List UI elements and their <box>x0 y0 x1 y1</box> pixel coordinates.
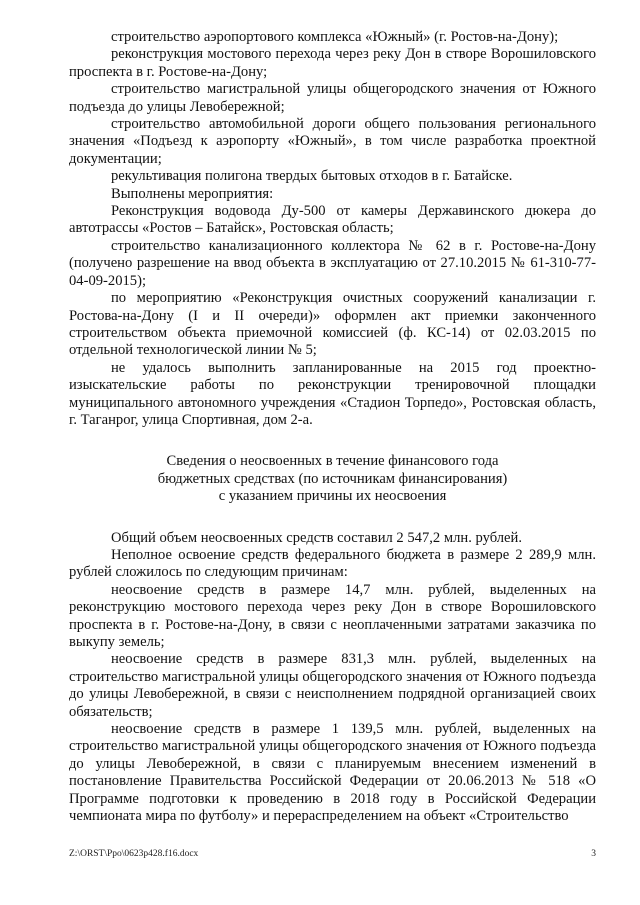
document-body <box>69 29 596 825</box>
paragraph: строительство канализационного коллектора № 62 в г. Ростове-на-Дону (получено разрешение на ввод объекта в эксплуатацию от 27.10.2015 № 61-310-77-04-09-2015); <box>69 237 596 289</box>
section-title-line: Сведения о неосвоенных в течение финансового года <box>166 453 499 470</box>
paragraph: Неполное освоение средств федерального бюджета в размере 2 289,9 млн. рублей сложилось по следующим причинам: <box>69 546 596 581</box>
page-number: 3 <box>591 849 596 859</box>
paragraph: рекультивация полигона твердых бытовых отходов в г. Батайске. <box>111 168 513 185</box>
paragraph: Выполнены мероприятия: <box>111 185 274 202</box>
paragraph: строительство аэропортового комплекса «Южный» (г. Ростов-на-Дону); <box>111 29 559 45</box>
paragraph: Общий объем неосвоенных средств составил 2 547,2 млн. рублей. <box>111 529 522 546</box>
paragraph: строительство автомобильной дороги общего пользования регионального значения «Подъезд к аэропорту «Южный», в том числе разработка проектной документации; <box>69 116 596 167</box>
paragraph: не удалось выполнить запланированные на 2015 год проектно-изыскательские работы по реконструкции тренировочной площадки муниципального автономного учреждения «Стадион Торпедо», Ростовская область, г. Таганрог, улица Спортивная, дом 2-а. <box>69 359 596 428</box>
section-title-line: с указанием причины их неосвоения <box>218 488 447 505</box>
footer-file-path: Z:\ORST\Ppo\0623p428.f16.docx <box>69 849 199 859</box>
paragraph: Реконструкция водовода Ду-500 от камеры Державинского дюкера до автотрассы «Ростов – Батайск», Ростовская область; <box>69 203 596 237</box>
paragraph: реконструкция мостового перехода через реку Дон в створе Ворошиловского проспекта в г. Ростове-на-Дону; <box>69 46 596 80</box>
paragraph: неосвоение средств в размере 1 139,5 млн. рублей, выделенных на строительство магистральной улицы общегородского значения от Южного подъезда до улицы Левобережной, в связи с планируемым внесением изменений в постановление Правительства Российской Федерации от 20.06.2013 № 518 «О Программе подготовки к проведению в 2018 году в Российской Федерации чемпионата мира по футболу» и перераспределением на объект «Строительство <box>69 721 596 825</box>
section-title <box>69 453 596 505</box>
paragraph: строительство магистральной улицы общегородского значения от Южного подъезда до улицы Левобережной; <box>69 81 596 115</box>
section-title-line: бюджетных средствах (по источникам финансирования) <box>157 470 508 487</box>
paragraph: неосвоение средств в размере 14,7 млн. рублей, выделенных на реконструкцию мостового перехода через реку Дон в створе Ворошиловского проспекта в г. Ростове-на-Дону, в связи с неоплаченными затратами заказчика по выкупу земель; <box>69 581 596 650</box>
paragraph: по мероприятию «Реконструкция очистных сооружений канализации г. Ростова-на-Дону (I и II очереди)» оформлен акт приемки законченного строительством объекта приемочной комиссией (ф. КС-14) от 02.03.2015 по отдельной технологической линии № 5; <box>69 290 596 359</box>
paragraph: неосвоение средств в размере 831,3 млн. рублей, выделенных на строительство магистральной улицы общегородского значения от Южного подъезда до улицы Левобережной, в связи с неисполнением подрядной организацией своих обязательств; <box>69 651 596 720</box>
